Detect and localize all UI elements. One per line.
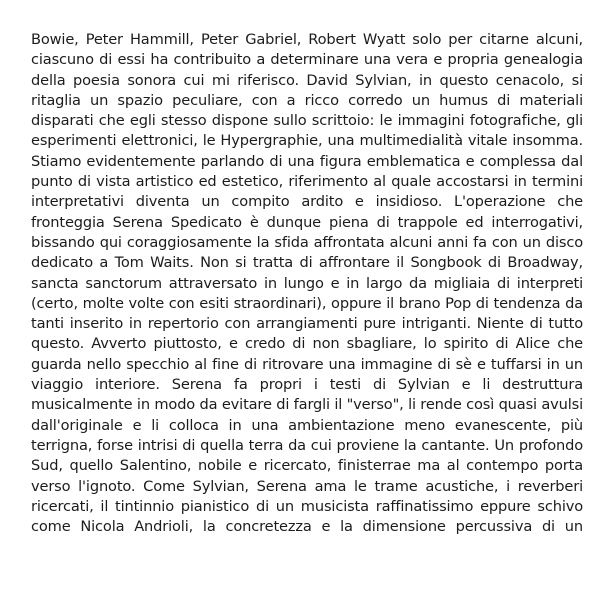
text-line: Bowie, Peter Hammill, Peter Gabriel, Robert Wyatt solo per citarne alcuni,: [31, 31, 583, 48]
text-line: dedicato a Tom Waits. Non si tratta di affrontare il Songbook di Broadway,: [31, 254, 583, 272]
text-line: bissando qui coraggiosamente la sfida affrontata alcuni anni fa con un disco: [31, 233, 583, 251]
text-line: guarda nello specchio al fine di ritrovare una immagine di sè e tuffarsi in un: [31, 355, 583, 373]
text-line: (certo, molte volte con esiti straordinari), oppure il brano Pop di tendenza da: [31, 294, 583, 312]
text-line: terrigna, forse intrisi di quella terra da cui proviene la cantante. Un profondo: [31, 436, 583, 454]
text-line: tanti inserito in repertorio con arrangiamenti pure intriganti. Niente di tutto: [31, 315, 583, 333]
text-line: come Nicola Andrioli, la concretezza e la dimensione percussiva di un: [31, 518, 583, 536]
text-line: punto di vista artistico ed estetico, riferimento al quale accostarsi in termini: [31, 173, 583, 191]
text-line: ciascuno di essi ha contribuito a determinare una vera e propria genealogia: [31, 51, 583, 69]
text-line: questo. Avverto piuttosto, e credo di non sbagliare, lo spirito di Alice che: [31, 335, 583, 353]
text-line: dall'originale e li colloca in una ambientazione meno evanescente, più: [31, 416, 583, 434]
text-line: disparati che egli stesso dispone sullo scrittoio: le immagini fotografiche, gli: [31, 112, 583, 130]
text-line: esperimenti elettronici, le Hypergraphie, una multimedialità vitale insomma.: [31, 132, 583, 150]
text-line: musicalmente in modo da evitare di fargli il "verso", li rende così quasi avulsi: [31, 396, 583, 414]
text-line: interpretativi diventa un compito ardito e insidioso. L'operazione che: [31, 193, 583, 211]
text-line: della poesia sonora cui mi riferisco. David Sylvian, in questo cenacolo, si: [31, 71, 583, 89]
text-line: ricercati, il tintinnio pianistico di un musicista raffinatissimo eppure schivo: [31, 497, 583, 515]
text-line: Sud, quello Salentino, nobile e ricercato, finisterrae ma al contempo porta: [31, 457, 583, 475]
text-line: verso l'ignoto. Come Sylvian, Serena ama le trame acustiche, i reverberi: [31, 477, 583, 495]
text-line: sancta sanctorum attraversato in lungo e in largo da migliaia di interpreti: [31, 274, 583, 292]
text-line: ritaglia un spazio peculiare, con a ricco corredo un humus di materiali: [31, 91, 583, 109]
body-paragraph: [31, 30, 583, 537]
text-line: fronteggia Serena Spedicato è dunque piena di trappole ed interrogativi,: [31, 213, 583, 231]
text-line: viaggio interiore. Serena fa propri i testi di Sylvian e li destruttura: [31, 376, 583, 394]
text-line: Stiamo evidentemente parlando di una figura emblematica e complessa dal: [31, 152, 583, 170]
